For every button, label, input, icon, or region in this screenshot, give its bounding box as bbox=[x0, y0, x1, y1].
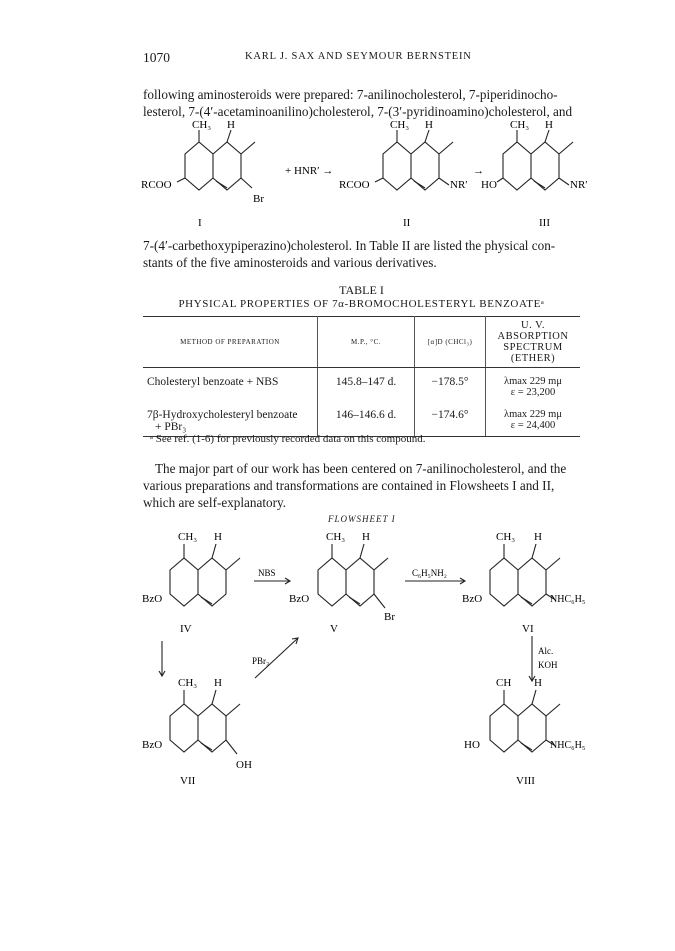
bzo-label: BzO bbox=[462, 593, 483, 605]
h-label: H bbox=[425, 119, 433, 131]
ch3-label: CH₃ bbox=[510, 119, 530, 131]
ch3-label: CH₃ bbox=[390, 119, 410, 131]
h-label: H bbox=[214, 677, 222, 689]
body-paragraph bbox=[143, 237, 580, 271]
compound-label-IV: IV bbox=[180, 623, 192, 635]
table-title: TABLE I bbox=[339, 283, 384, 297]
compound-label-V: V bbox=[330, 623, 338, 635]
ch3-label: CH₃ bbox=[192, 119, 212, 131]
rcoo-label: RCOO bbox=[141, 179, 172, 191]
uv-epsilon: ε = 23,200 bbox=[510, 387, 556, 398]
ch-label: CH bbox=[496, 677, 512, 689]
uv-max: λmax 229 mμ bbox=[504, 376, 562, 387]
ch3-label: CH₃ bbox=[496, 531, 516, 543]
method-cell bbox=[143, 401, 318, 437]
method-line: + PBr₃ bbox=[155, 421, 187, 433]
nr-label: NR′ bbox=[570, 179, 588, 191]
method-cell: Cholesteryl benzoate + NBS bbox=[143, 368, 318, 402]
nhph-label: NHC₆H₅ bbox=[550, 740, 586, 751]
table-header-row bbox=[143, 317, 580, 368]
text-line: which are self-explanatory. bbox=[143, 495, 287, 510]
compound-label-VI: VI bbox=[522, 623, 534, 635]
ch3-label: CH₃ bbox=[178, 531, 198, 543]
text-line: 7-(4′-carbethoxypiperazino)cholesterol. In Table II are listed the physical con- bbox=[143, 238, 556, 253]
rotation-cell: −178.5° bbox=[415, 368, 486, 402]
h-label: H bbox=[534, 531, 542, 543]
aniline-reagent: C₆H₅NH₂ bbox=[412, 568, 447, 578]
ho-label: HO bbox=[481, 179, 497, 191]
nhph-label: NHC₆H₅ bbox=[550, 594, 586, 605]
flowsheet-diagram bbox=[140, 526, 590, 796]
steroid-structure-I bbox=[177, 130, 255, 190]
reagent-arrow: + HNR′ → bbox=[285, 165, 334, 177]
h-label: H bbox=[214, 531, 222, 543]
intro-paragraph bbox=[143, 86, 580, 120]
text-line: lesterol, 7-(4′-acetaminoanilino)cholesterol, 7-(3′-pyridinoamino)cholesterol, and bbox=[143, 104, 573, 119]
ch3-label: CH₃ bbox=[326, 531, 346, 543]
text-line: following aminosteroids were prepared: 7-anilinocholesterol, 7-piperidinocho- bbox=[143, 87, 558, 102]
nr-label: NR′ bbox=[450, 179, 468, 191]
compound-label-VIII: VIII bbox=[516, 775, 535, 787]
rotation-cell: −174.6° bbox=[415, 401, 486, 437]
br-label: Br bbox=[253, 193, 264, 205]
nbs-reagent: NBS bbox=[258, 568, 276, 578]
steroid-structure-V bbox=[318, 544, 388, 608]
ho-label: HO bbox=[464, 739, 480, 751]
column-header: [α]D (CHCl₃) bbox=[415, 317, 486, 368]
properties-table bbox=[143, 316, 580, 437]
text-line: The major part of our work has been centered on 7-anilinocholesterol, and the bbox=[155, 461, 567, 476]
uv-cell bbox=[486, 401, 581, 437]
reaction-arrow: → bbox=[473, 165, 484, 177]
koh-reagent: KOH bbox=[538, 660, 558, 670]
compound-label-I: I bbox=[198, 217, 202, 229]
text-line: stants of the five aminosteroids and various derivatives. bbox=[143, 255, 437, 270]
compound-label-II: II bbox=[403, 217, 411, 229]
br-label: Br bbox=[384, 611, 395, 623]
steroid-structure-III bbox=[497, 130, 573, 190]
steroid-structure-IV bbox=[170, 544, 240, 606]
uv-cell bbox=[486, 368, 581, 402]
page-number: 1070 bbox=[143, 50, 170, 65]
mp-cell: 145.8–147 d. bbox=[318, 368, 415, 402]
compound-label-VII: VII bbox=[180, 775, 196, 787]
h-label: H bbox=[534, 677, 542, 689]
uv-max: λmax 229 mμ bbox=[504, 409, 562, 420]
column-header: U. V. ABSORPTION SPECTRUM (ETHER) bbox=[486, 317, 581, 368]
bzo-label: BzO bbox=[142, 739, 163, 751]
text-line: various preparations and transformations are contained in Flowsheets I and II, bbox=[143, 478, 555, 493]
h-label: H bbox=[362, 531, 370, 543]
method-line: 7β-Hydroxycholesteryl benzoate bbox=[147, 409, 298, 421]
mp-cell: 146–146.6 d. bbox=[318, 401, 415, 437]
table-row bbox=[143, 401, 580, 437]
alc-reagent: Alc. bbox=[538, 646, 554, 656]
pbr3-reagent: PBr₃ bbox=[252, 656, 270, 666]
ch3-label: CH₃ bbox=[178, 677, 198, 689]
author-line: KARL J. SAX AND SEYMOUR BERNSTEIN bbox=[245, 51, 472, 62]
h-label: H bbox=[545, 119, 553, 131]
steroid-structure-II bbox=[375, 130, 453, 190]
steroid-structure-VII bbox=[170, 690, 240, 754]
flowsheet-title: FLOWSHEET I bbox=[328, 514, 396, 524]
compound-label-III: III bbox=[539, 217, 550, 229]
table-footnote: ᵃ See ref. (1-6) for previously recorded data on this compound. bbox=[150, 433, 426, 445]
bzo-label: BzO bbox=[142, 593, 163, 605]
column-header: M.P., °C. bbox=[318, 317, 415, 368]
body-paragraph bbox=[143, 460, 580, 511]
reaction-scheme-1 bbox=[135, 118, 600, 233]
bzo-label: BzO bbox=[289, 593, 310, 605]
h-label: H bbox=[227, 119, 235, 131]
uv-epsilon: ε = 24,400 bbox=[510, 420, 556, 431]
table-subtitle: PHYSICAL PROPERTIES OF 7α-BROMOCHOLESTERYL BENZOATEᵃ bbox=[178, 298, 545, 310]
column-header: METHOD OF PREPARATION bbox=[143, 317, 318, 368]
oh-label: OH bbox=[236, 759, 252, 771]
rcoo-label: RCOO bbox=[339, 179, 370, 191]
table-row bbox=[143, 368, 580, 402]
